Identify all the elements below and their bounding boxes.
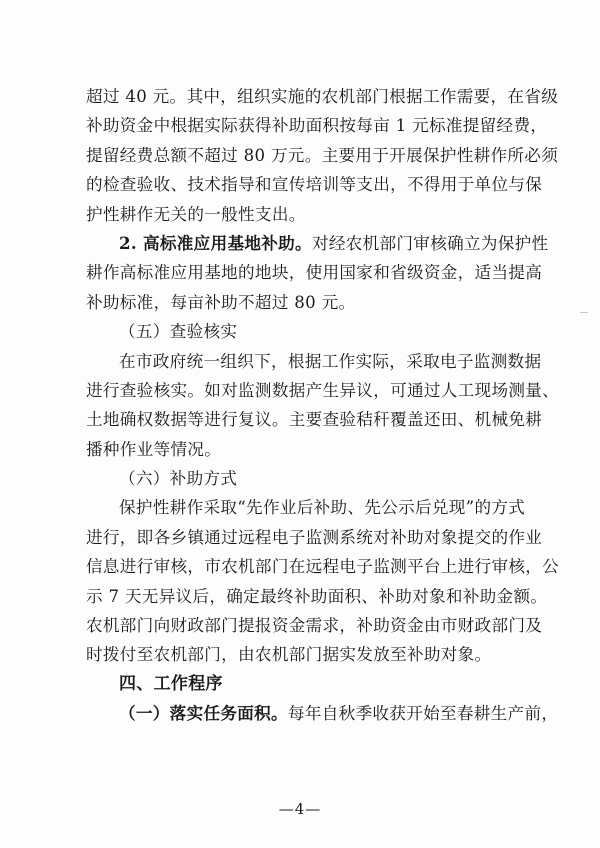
- document-body: [86, 82, 560, 729]
- section-heading-verification: （五）查验核实: [119, 322, 238, 342]
- paragraph-line: 在市政府统一组织下，根据工作实际，采取电子监测数据: [119, 351, 542, 371]
- paragraph-text: 对经农机部门审核确立为保护性: [311, 233, 549, 253]
- page-number: —4—: [278, 800, 322, 818]
- scan-artifact: [580, 312, 588, 313]
- paragraph-line: 提留经费总额不超过 80 万元。主要用于开展保护性耕作所必须: [86, 145, 559, 165]
- paragraph-text: 每年自秋季收获开始至春耕生产前，: [287, 704, 559, 724]
- paragraph-line: 土地确权数据等进行复议。主要查验秸秆覆盖还田、机械免耕: [86, 410, 543, 430]
- paragraph-line: [86, 699, 559, 728]
- paragraph-line: 补助资金中根据实际获得补助面积按每亩 1 元标准提留经费，: [86, 116, 548, 136]
- paragraph-line: 耕作高标准应用基地的地块，使用国家和省级资金，适当提高: [86, 263, 543, 283]
- paragraph-line: 信息进行审核，市农机部门在远程电子监测平台上进行审核，公: [86, 557, 560, 577]
- paragraph-line: 示 7 天无异议后，确定最终补助面积、补助对象和补助金额。: [86, 586, 548, 606]
- paragraph-line: 补助标准，每亩补助不超过 80 元。: [86, 292, 356, 312]
- paragraph-line: 时拨付至农机部门，由农机部门据实发放至补助对象。: [86, 645, 492, 665]
- subsection-title-high-standard-subsidy: 2. 高标准应用基地补助。: [119, 232, 312, 253]
- paragraph-line: 护性耕作无关的一般性支出。: [86, 204, 306, 224]
- section-heading-subsidy-method: （六）补助方式: [119, 469, 238, 489]
- paragraph-line: [86, 229, 549, 258]
- paragraph-line: 超过 40 元。其中，组织实施的农机部门根据工作需要，在省级: [86, 87, 559, 106]
- chapter-heading-work-procedure: 四、工作程序: [119, 673, 223, 694]
- paragraph-line: 保护性耕作采取“先作业后补助、先公示后兑现”的方式: [119, 498, 526, 518]
- subsection-title-task-area: （一）落实任务面积。: [119, 703, 288, 724]
- paragraph-line: 的检查验收、技术指导和宣传培训等支出，不得用于单位与保: [86, 175, 543, 195]
- paragraph-line: 播种作业等情况。: [86, 439, 222, 459]
- paragraph-line: 进行查验核实。如对监测数据产生异议，可通过人工现场测量、: [86, 380, 560, 400]
- paragraph-line: 进行，即各乡镇通过远程电子监测系统对补助对象提交的作业: [86, 527, 543, 547]
- paragraph-line: 农机部门向财政部门提报资金需求，补助资金由市财政部门及: [86, 616, 543, 636]
